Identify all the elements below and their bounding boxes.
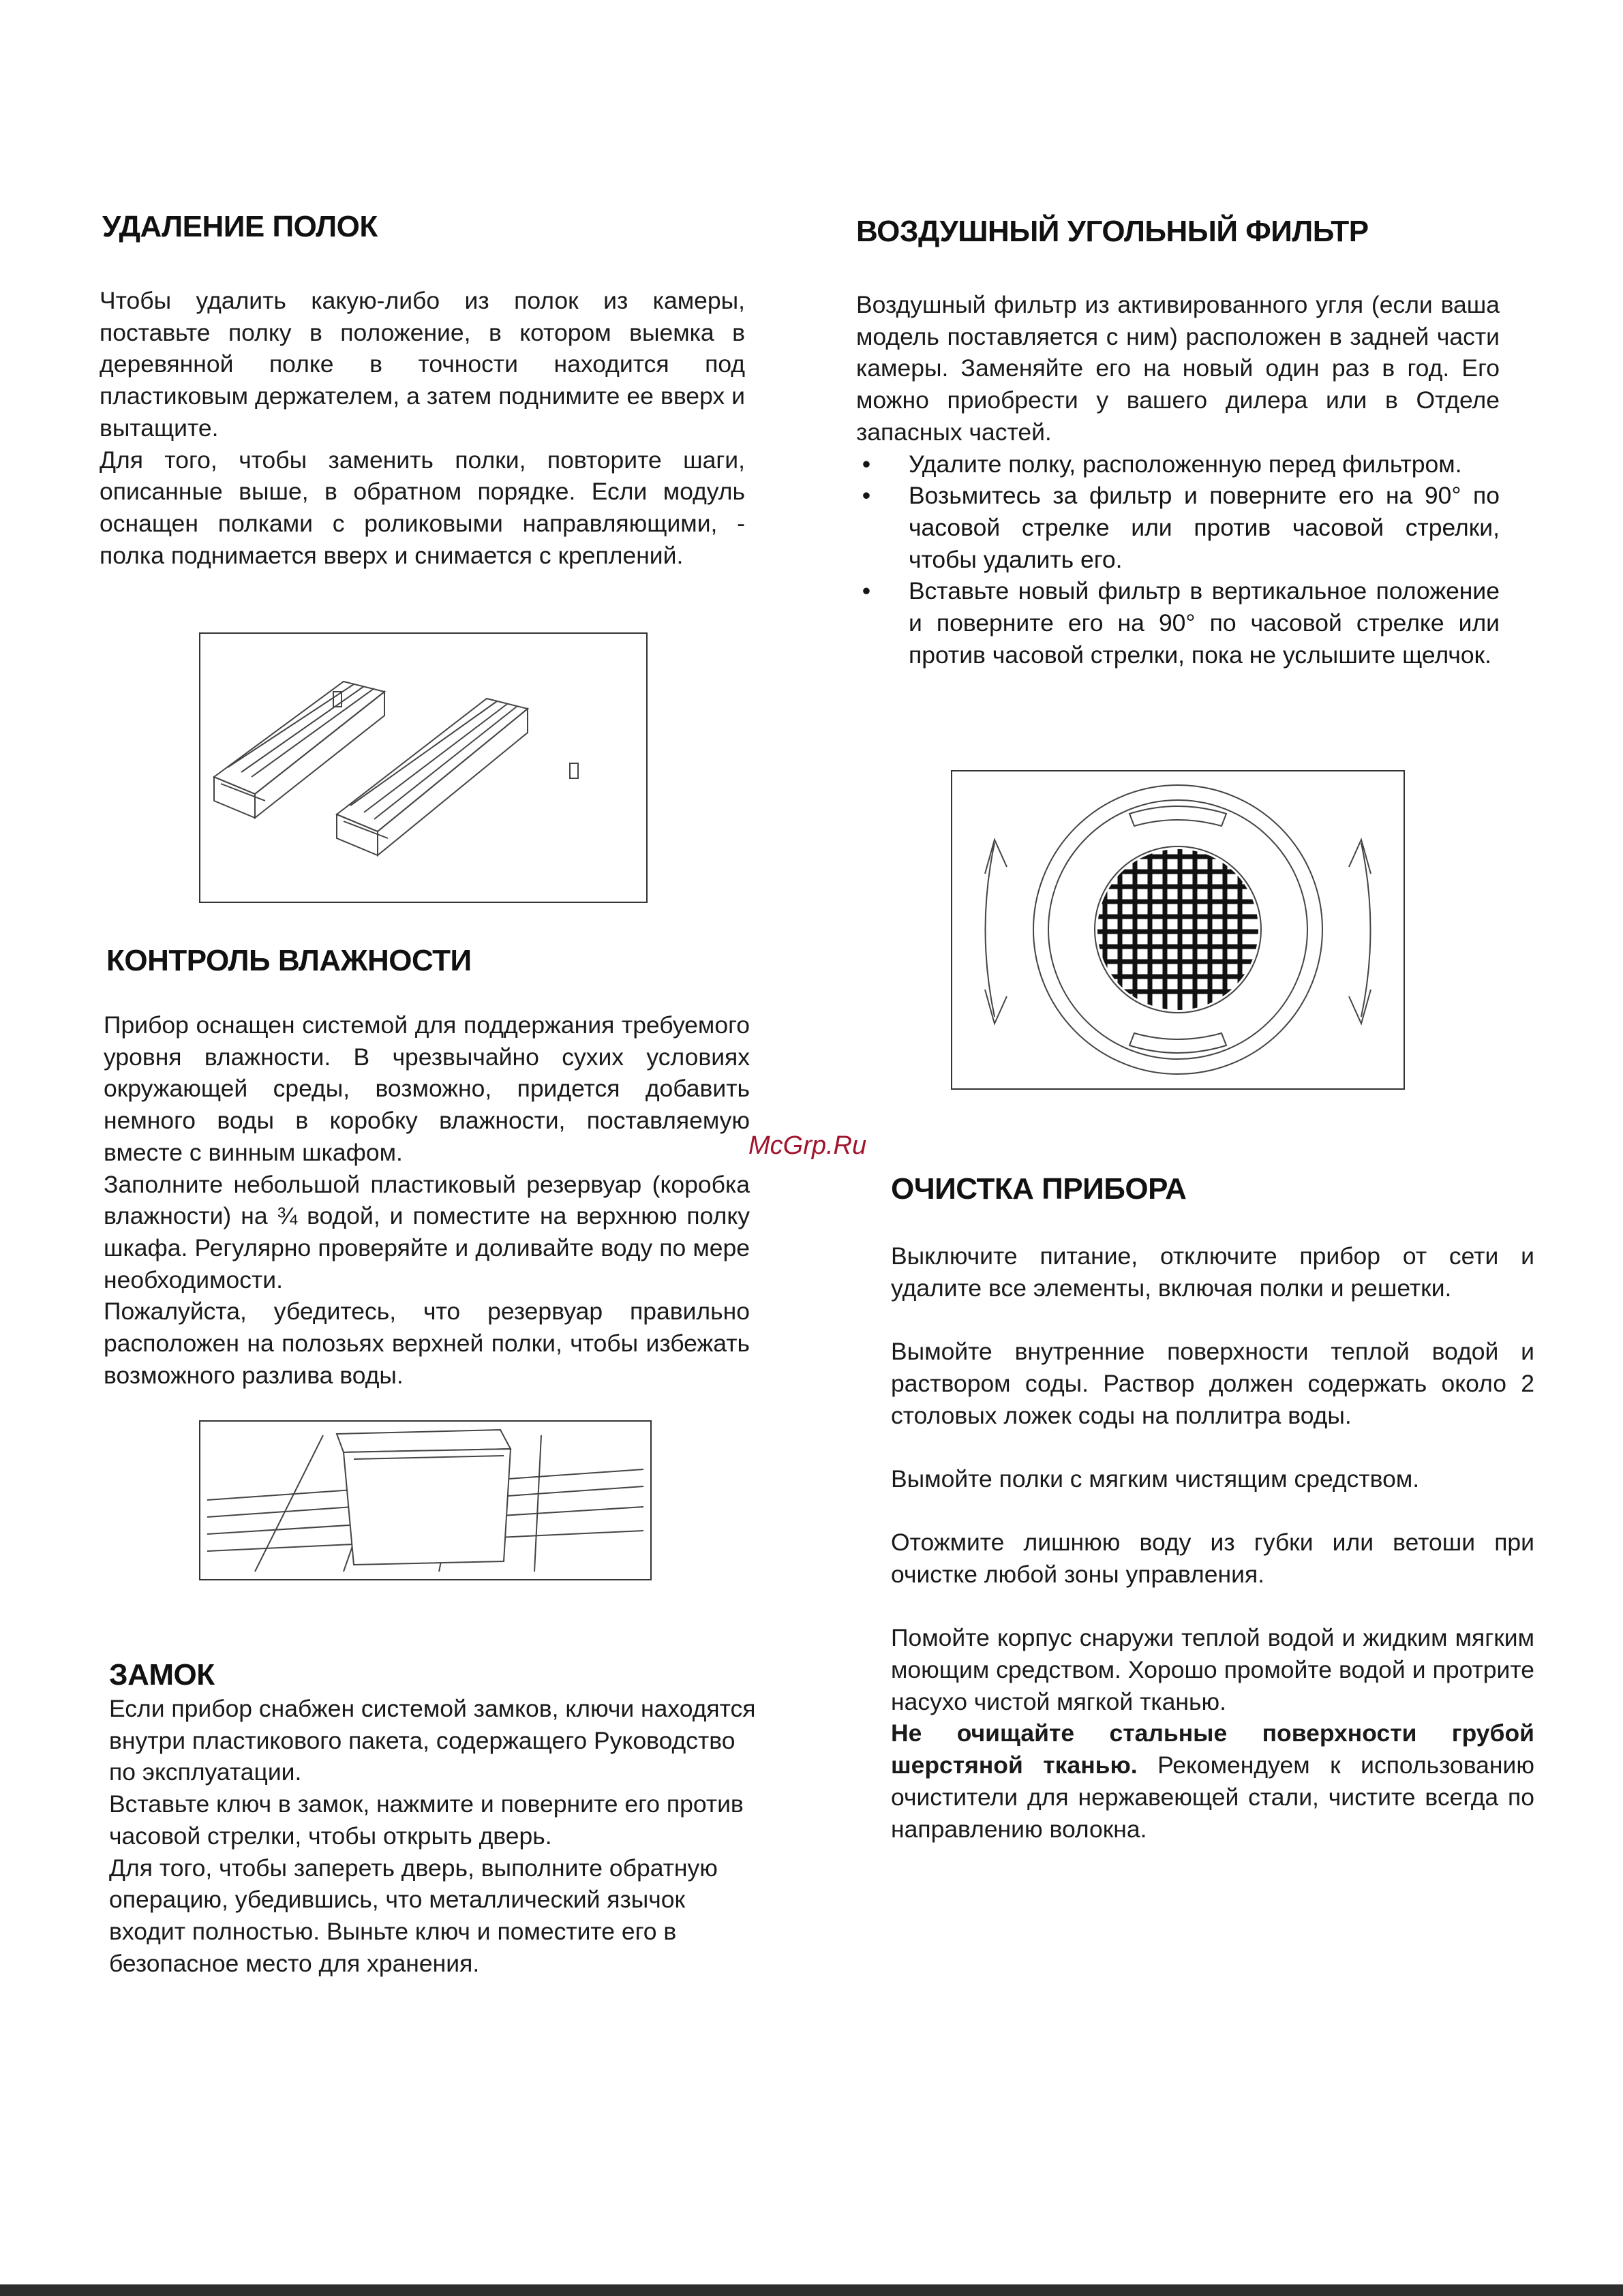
bullet-icon: •	[862, 482, 871, 510]
paragraph: Вымойте полки с мягким чистящим средством.	[891, 1465, 1420, 1493]
filter-text	[856, 289, 1500, 671]
lock-text	[109, 1693, 757, 1979]
section-title-shelves: УДАЛЕНИЕ ПОЛОК	[102, 210, 378, 243]
paragraph	[891, 1717, 1534, 1845]
filter-drawing	[952, 771, 1404, 1088]
shelves-drawing	[200, 634, 646, 902]
paragraph: Пожалуйста, убедитесь, что резервуар правильно расположен на полозьях верхней полки, чтобы избежать возможного разлива воды.	[104, 1298, 750, 1389]
paragraph: Для того, чтобы запереть дверь, выполните обратную операцию, убедившись, что металлический язычок входит полностью. Выньте ключ и поместите его в безопасное место для хранения.	[109, 1854, 718, 1977]
list-item: • Удалите полку, расположенную перед фильтром.	[856, 448, 1500, 480]
list-item: • Возьмитесь за фильтр и поверните его на 90° по часовой стрелке или против часовой стрелки, чтобы удалить его.	[856, 480, 1500, 575]
shelves-text	[100, 285, 745, 571]
bullet-icon: •	[862, 450, 871, 478]
watermark: McGrp.Ru	[748, 1131, 867, 1160]
paragraph: Для того, чтобы заменить полки, повторите шаги, описанные выше, в обратном порядке. Если модуль оснащен полками с роликовыми направляющими, - полка поднимается вверх и снимается с креплений.	[100, 446, 745, 569]
paragraph: Выключите питание, отключите прибор от сети и удалите все элементы, включая полки и решетки.	[891, 1242, 1534, 1302]
paragraph: Помойте корпус снаружи теплой водой и жидким мягким моющим средством. Хорошо промойте водой и протрите насухо чистой мягкой тканью.	[891, 1624, 1534, 1715]
warning-text: Не очищайте стальные поверхности грубой шерстяной тканью.	[891, 1719, 1534, 1779]
humidity-box-illustration	[199, 1420, 652, 1580]
paragraph: Прибор оснащен системой для поддержания требуемого уровня влажности. В чрезвычайно сухих условиях окружающей среды, возможно, придется добавить немного воды в коробку влажности, поставляемую вместе с винным шкафом.	[104, 1011, 750, 1166]
paragraph: Вымойте внутренние поверхности теплой водой и раствором соды. Раствор должен содержать около 2 столовых ложек соды на поллитра воды.	[891, 1338, 1534, 1429]
filter-steps	[856, 448, 1500, 671]
paragraph: Заполните небольшой пластиковый резервуар (коробка влажности) на ¾ водой, и поместите на верхнюю полку шкафа. Регулярно проверяйте и доливайте воду по мере необходимости.	[104, 1170, 750, 1294]
section-title-cleaning: ОЧИСТКА ПРИБОРА	[891, 1172, 1187, 1206]
section-title-filter: ВОЗДУШНЫЙ УГОЛЬНЫЙ ФИЛЬТР	[856, 215, 1369, 248]
paragraph: Чтобы удалить какую-либо из полок из камеры, поставьте полку в положение, в котором выемка в деревянной полке в точности находится под пластиковым держателем, а затем поднимите ее вверх и вытащите.	[100, 287, 745, 442]
paragraph: Воздушный фильтр из активированного угля (если ваша модель поставляется с ним) расположен в задней части камеры. Заменяйте его на новый один раз в год. Его можно приобрести у вашего дилера или в Отделе запасных частей.	[856, 291, 1500, 446]
filter-illustration	[951, 770, 1405, 1090]
section-title-humidity: КОНТРОЛЬ ВЛАЖНОСТИ	[106, 944, 472, 977]
bullet-icon: •	[862, 577, 871, 605]
section-title-lock: ЗАМОК	[109, 1658, 215, 1692]
paragraph: Отожмите лишнюю воду из губки или ветоши при очистке любой зоны управления.	[891, 1529, 1534, 1588]
paragraph: Если прибор снабжен системой замков, ключи находятся внутри пластикового пакета, содержащего Руководство по эксплуатации.	[109, 1695, 756, 1786]
list-item: • Вставьте новый фильтр в вертикальное положение и поверните его на 90° по часовой стрелке или против часовой стрелки, пока не услышите щелчок.	[856, 575, 1500, 671]
humidity-box-drawing	[200, 1422, 650, 1579]
shelves-illustration	[199, 632, 648, 903]
recommendation-text: Рекомендуем к использованию очистители для нержавеющей стали, чистите всегда по направлению волокна.	[891, 1751, 1534, 1843]
page-bottom-rule	[0, 2284, 1623, 2296]
humidity-text	[104, 1009, 750, 1391]
paragraph: Вставьте ключ в замок, нажмите и поверните его против часовой стрелки, чтобы открыть дверь.	[109, 1790, 744, 1850]
cleaning-text	[891, 1240, 1534, 1845]
